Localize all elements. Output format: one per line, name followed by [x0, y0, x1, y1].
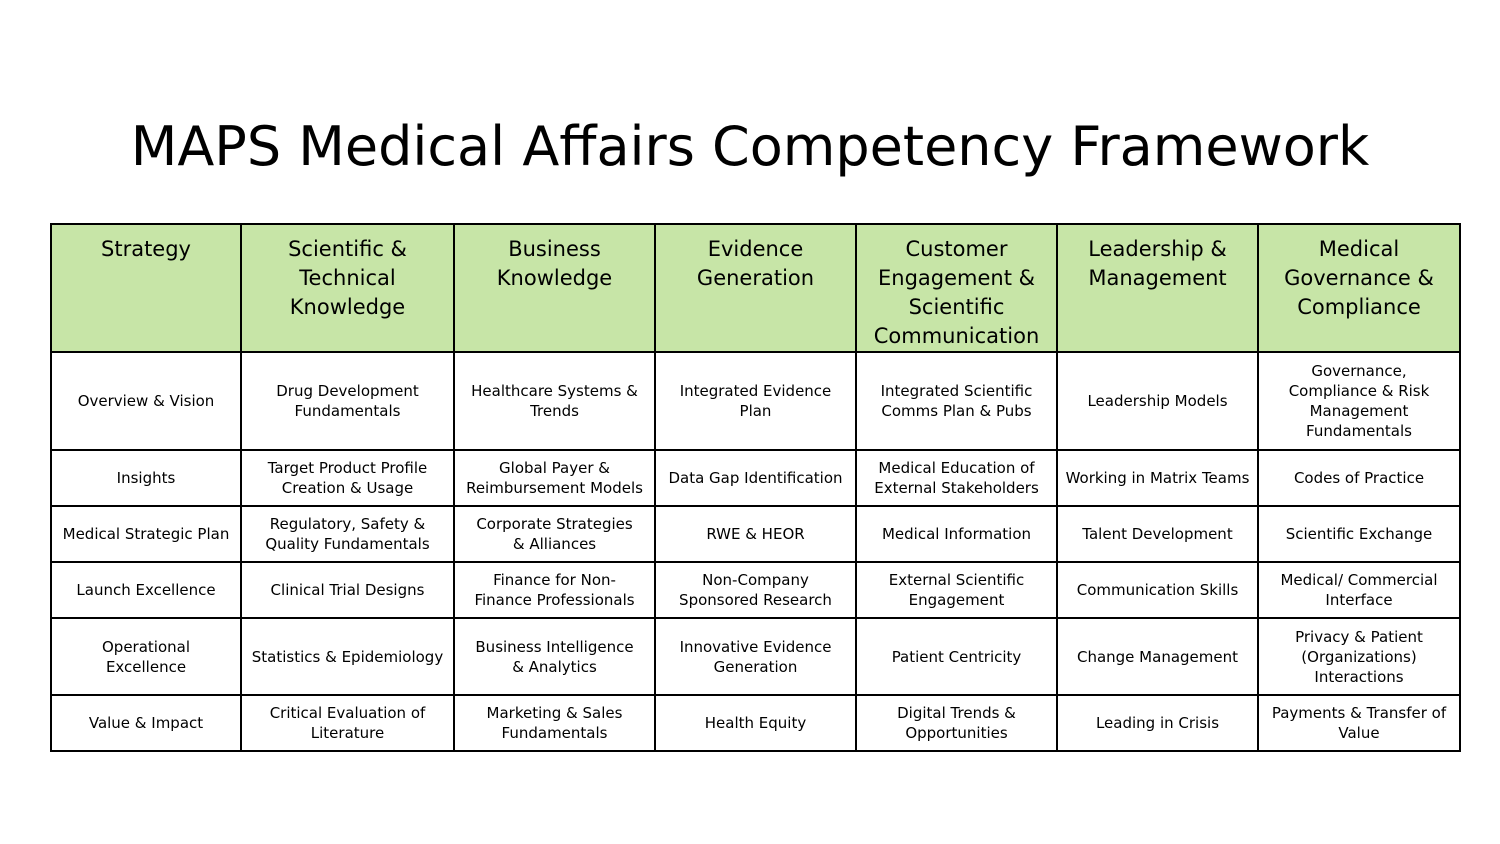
table-cell: Business Intelligence & Analytics — [454, 618, 655, 695]
table-row — [51, 695, 1460, 751]
table-cell: Codes of Practice — [1258, 450, 1460, 506]
column-header-medical-governance: Medical Governance & Compliance — [1258, 224, 1460, 352]
table-cell: Regulatory, Safety & Quality Fundamentals — [241, 506, 454, 562]
column-header-strategy: Strategy — [51, 224, 241, 352]
table-cell: Medical/ Commercial Interface — [1258, 562, 1460, 618]
table-cell: Integrated Scientific Comms Plan & Pubs — [856, 352, 1057, 450]
table-cell: Health Equity — [655, 695, 856, 751]
table-cell: Medical Education of External Stakeholders — [856, 450, 1057, 506]
table-cell: Privacy & Patient (Organizations) Interactions — [1258, 618, 1460, 695]
column-header-customer-engagement: Customer Engagement & Scientific Communication — [856, 224, 1057, 352]
header-row — [51, 224, 1460, 352]
table-cell: Insights — [51, 450, 241, 506]
table-cell: Working in Matrix Teams — [1057, 450, 1258, 506]
column-header-scientific-technical-knowledge: Scientific & Technical Knowledge — [241, 224, 454, 352]
table-cell: Overview & Vision — [51, 352, 241, 450]
table-cell: Critical Evaluation of Literature — [241, 695, 454, 751]
table-cell: Finance for Non-Finance Professionals — [454, 562, 655, 618]
column-header-business-knowledge: Business Knowledge — [454, 224, 655, 352]
table-cell: Operational Excellence — [51, 618, 241, 695]
table-row — [51, 450, 1460, 506]
table-cell: Talent Development — [1057, 506, 1258, 562]
table-row — [51, 562, 1460, 618]
table-cell: Payments & Transfer of Value — [1258, 695, 1460, 751]
table-cell: Medical Information — [856, 506, 1057, 562]
table-cell: Launch Excellence — [51, 562, 241, 618]
table-cell: Communication Skills — [1057, 562, 1258, 618]
table-cell: Data Gap Identification — [655, 450, 856, 506]
table-cell: Value & Impact — [51, 695, 241, 751]
table-cell: Leading in Crisis — [1057, 695, 1258, 751]
table-row — [51, 618, 1460, 695]
table-cell: Global Payer & Reimbursement Models — [454, 450, 655, 506]
table-row — [51, 352, 1460, 450]
table-row — [51, 506, 1460, 562]
table-cell: Statistics & Epidemiology — [241, 618, 454, 695]
table-cell: Change Management — [1057, 618, 1258, 695]
table-cell: Corporate Strategies & Alliances — [454, 506, 655, 562]
table-cell: Integrated Evidence Plan — [655, 352, 856, 450]
table-cell: Governance, Compliance & Risk Management Fundamentals — [1258, 352, 1460, 450]
column-header-leadership-management: Leadership & Management — [1057, 224, 1258, 352]
table-cell: Digital Trends & Opportunities — [856, 695, 1057, 751]
table-cell: Leadership Models — [1057, 352, 1258, 450]
table-cell: Healthcare Systems & Trends — [454, 352, 655, 450]
table-cell: Scientific Exchange — [1258, 506, 1460, 562]
competency-table — [50, 223, 1461, 752]
table-cell: Clinical Trial Designs — [241, 562, 454, 618]
table-cell: Non-Company Sponsored Research — [655, 562, 856, 618]
table-cell: Medical Strategic Plan — [51, 506, 241, 562]
table-cell: Target Product Profile Creation & Usage — [241, 450, 454, 506]
table-cell: Patient Centricity — [856, 618, 1057, 695]
column-header-evidence-generation: Evidence Generation — [655, 224, 856, 352]
table-cell: Marketing & Sales Fundamentals — [454, 695, 655, 751]
table-cell: RWE & HEOR — [655, 506, 856, 562]
page-title: MAPS Medical Affairs Competency Framework — [130, 115, 1370, 179]
table-cell: External Scientific Engagement — [856, 562, 1057, 618]
table-cell: Drug Development Fundamentals — [241, 352, 454, 450]
table-cell: Innovative Evidence Generation — [655, 618, 856, 695]
